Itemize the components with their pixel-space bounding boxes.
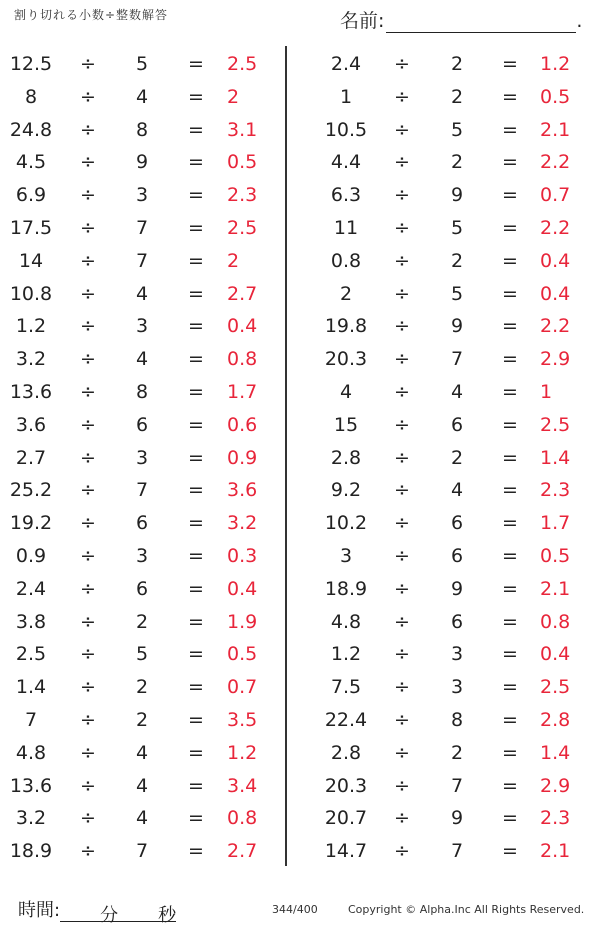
division-sign: ÷ (394, 184, 410, 207)
right-problem-row (0, 146, 600, 179)
division-sign: ÷ (394, 53, 410, 75)
divisor: 7 (135, 479, 149, 502)
division-sign: ÷ (394, 151, 410, 174)
division-sign: ÷ (80, 774, 96, 797)
answer: 2.9 (540, 348, 571, 371)
answer: 2.3 (540, 479, 571, 502)
divisor: 2 (450, 249, 464, 272)
right-problem-row (0, 179, 600, 212)
divisor: 2 (450, 741, 464, 764)
answer: 1.4 (540, 446, 571, 469)
equals-sign: = (188, 741, 204, 764)
division-sign: ÷ (80, 709, 96, 731)
dividend: 14 (18, 249, 44, 272)
divisor: 8 (135, 381, 149, 403)
equals-sign: = (502, 577, 518, 600)
divisor: 2 (135, 676, 149, 699)
division-sign: ÷ (80, 807, 96, 830)
dividend: 13.6 (9, 774, 53, 797)
equals-sign: = (188, 217, 204, 239)
equals-sign: = (502, 348, 518, 371)
name-period: . (576, 10, 583, 32)
dividend: 3.6 (15, 413, 47, 436)
answer: 0.4 (540, 643, 571, 666)
divisor: 6 (450, 413, 464, 436)
answer: 0.4 (540, 249, 571, 272)
answer: 0.8 (227, 807, 258, 830)
right-problem-row (0, 737, 600, 770)
dividend: 7.5 (330, 676, 362, 699)
answer: 0.4 (227, 315, 258, 338)
right-problem-row (0, 81, 600, 114)
equals-sign: = (502, 807, 518, 830)
equals-sign: = (502, 381, 518, 403)
answer: 2.3 (540, 807, 571, 830)
dividend: 1.2 (15, 315, 47, 338)
equals-sign: = (188, 774, 204, 797)
dividend: 25.2 (9, 479, 53, 502)
equals-sign: = (502, 512, 518, 535)
divisor: 4 (135, 348, 149, 371)
divisor: 4 (450, 381, 464, 403)
division-sign: ÷ (80, 643, 96, 666)
dividend: 1.2 (330, 643, 362, 666)
equals-sign: = (502, 840, 518, 863)
divisor: 4 (135, 282, 149, 305)
division-sign: ÷ (80, 741, 96, 764)
dividend: 20.3 (324, 774, 368, 797)
dividend: 3.2 (15, 348, 47, 371)
division-sign: ÷ (394, 282, 410, 305)
answer: 0.7 (540, 184, 571, 207)
equals-sign: = (188, 85, 204, 108)
equals-sign: = (502, 643, 518, 666)
right-problem-row (0, 507, 600, 540)
equals-sign: = (502, 709, 518, 731)
name-label: 名前: (340, 10, 385, 32)
division-sign: ÷ (394, 741, 410, 764)
division-sign: ÷ (80, 118, 96, 141)
dividend: 17.5 (9, 217, 53, 239)
divisor: 5 (450, 217, 464, 239)
division-sign: ÷ (80, 85, 96, 108)
answer: 0.6 (227, 413, 258, 436)
division-sign: ÷ (394, 446, 410, 469)
equals-sign: = (502, 184, 518, 207)
dividend: 10.8 (9, 282, 53, 305)
dividend: 24.8 (9, 118, 53, 141)
right-problem-row (0, 573, 600, 606)
right-problem-row (0, 835, 600, 868)
equals-sign: = (502, 774, 518, 797)
dividend: 20.3 (324, 348, 368, 371)
answer: 1.2 (540, 53, 571, 75)
dividend: 9.2 (330, 479, 362, 502)
answer: 2.5 (227, 217, 258, 239)
answer: 3.4 (227, 774, 258, 797)
divisor: 4 (135, 741, 149, 764)
divisor: 9 (135, 151, 149, 174)
equals-sign: = (188, 643, 204, 666)
divisor: 2 (135, 610, 149, 633)
answer: 0.7 (227, 676, 258, 699)
divisor: 2 (450, 446, 464, 469)
equals-sign: = (188, 282, 204, 305)
dividend: 12.5 (9, 53, 53, 75)
equals-sign: = (188, 53, 204, 75)
right-problem-row (0, 212, 600, 245)
divisor: 6 (450, 545, 464, 567)
answer: 0.4 (227, 577, 258, 600)
answer: 0.5 (227, 643, 258, 666)
division-sign: ÷ (80, 446, 96, 469)
answer: 1.7 (540, 512, 571, 535)
right-problem-row (0, 474, 600, 507)
divisor: 2 (450, 53, 464, 75)
right-problem-row (0, 48, 600, 81)
division-sign: ÷ (80, 217, 96, 239)
divisor: 4 (135, 85, 149, 108)
equals-sign: = (188, 545, 204, 567)
equals-sign: = (188, 807, 204, 830)
dividend: 1.4 (15, 676, 47, 699)
equals-sign: = (502, 151, 518, 174)
dividend: 1 (339, 85, 353, 108)
division-sign: ÷ (80, 315, 96, 338)
divisor: 3 (135, 184, 149, 207)
dividend: 4.5 (15, 151, 47, 174)
division-sign: ÷ (80, 53, 96, 75)
divisor: 2 (135, 709, 149, 731)
equals-sign: = (502, 479, 518, 502)
answer: 2.5 (540, 413, 571, 436)
answer: 2.1 (540, 577, 571, 600)
divisor: 7 (135, 217, 149, 239)
right-problem-row (0, 376, 600, 409)
right-problem-row (0, 704, 600, 737)
right-problem-row (0, 442, 600, 475)
equals-sign: = (188, 512, 204, 535)
division-sign: ÷ (394, 249, 410, 272)
answer: 2.5 (227, 53, 258, 75)
divisor: 6 (135, 577, 149, 600)
divisor: 4 (135, 807, 149, 830)
answer: 0.5 (540, 545, 571, 567)
dividend: 4 (339, 381, 353, 403)
division-sign: ÷ (394, 676, 410, 699)
division-sign: ÷ (80, 512, 96, 535)
division-sign: ÷ (394, 545, 410, 567)
division-sign: ÷ (394, 85, 410, 108)
division-sign: ÷ (80, 151, 96, 174)
divisor: 3 (450, 676, 464, 699)
answer: 2.7 (227, 840, 258, 863)
answer: 1.9 (227, 610, 258, 633)
dividend: 19.8 (324, 315, 368, 338)
equals-sign: = (502, 118, 518, 141)
equals-sign: = (502, 249, 518, 272)
division-sign: ÷ (394, 577, 410, 600)
dividend: 14.7 (324, 840, 368, 863)
answer: 1.7 (227, 381, 258, 403)
dividend: 22.4 (324, 709, 368, 731)
dividend: 4.4 (330, 151, 362, 174)
divisor: 2 (450, 151, 464, 174)
answer: 0.8 (540, 610, 571, 633)
divisor: 9 (450, 315, 464, 338)
right-problem-row (0, 343, 600, 376)
equals-sign: = (188, 446, 204, 469)
answer: 2.1 (540, 840, 571, 863)
right-problem-row (0, 540, 600, 573)
divisor: 5 (135, 53, 149, 75)
dividend: 10.5 (324, 118, 368, 141)
divisor: 6 (450, 610, 464, 633)
divisor: 2 (450, 85, 464, 108)
division-sign: ÷ (394, 840, 410, 863)
division-sign: ÷ (80, 545, 96, 567)
division-sign: ÷ (80, 840, 96, 863)
equals-sign: = (502, 315, 518, 338)
answer: 0.4 (540, 282, 571, 305)
divisor: 7 (450, 840, 464, 863)
divisor: 5 (450, 282, 464, 305)
divisor: 3 (135, 545, 149, 567)
dividend: 0.8 (330, 249, 362, 272)
equals-sign: = (502, 676, 518, 699)
answer: 3.1 (227, 118, 258, 141)
dividend: 0.9 (15, 545, 47, 567)
dividend: 2.8 (330, 741, 362, 764)
divisor: 6 (135, 413, 149, 436)
dividend: 2 (339, 282, 353, 305)
division-sign: ÷ (394, 610, 410, 633)
divisor: 7 (450, 774, 464, 797)
division-sign: ÷ (394, 118, 410, 141)
equals-sign: = (188, 381, 204, 403)
division-sign: ÷ (394, 217, 410, 239)
dividend: 2.4 (330, 53, 362, 75)
equals-sign: = (188, 577, 204, 600)
right-problem-row (0, 606, 600, 639)
minutes-blank[interactable] (60, 901, 100, 922)
right-problem-row (0, 802, 600, 835)
divisor: 4 (450, 479, 464, 502)
division-sign: ÷ (80, 577, 96, 600)
name-field (340, 6, 582, 33)
division-sign: ÷ (394, 479, 410, 502)
equals-sign: = (502, 53, 518, 75)
divisor: 8 (450, 709, 464, 731)
equals-sign: = (188, 151, 204, 174)
equals-sign: = (188, 676, 204, 699)
answer: 0.9 (227, 446, 258, 469)
answer: 2.2 (540, 217, 571, 239)
division-sign: ÷ (80, 413, 96, 436)
equals-sign: = (502, 85, 518, 108)
answer: 2.9 (540, 774, 571, 797)
answer: 2.2 (540, 315, 571, 338)
division-sign: ÷ (80, 282, 96, 305)
divisor: 7 (450, 348, 464, 371)
dividend: 11 (333, 217, 359, 239)
right-problem-row (0, 310, 600, 343)
answer: 0.8 (227, 348, 258, 371)
dividend: 3.8 (15, 610, 47, 633)
dividend: 10.2 (324, 512, 368, 535)
divisor: 4 (135, 774, 149, 797)
minutes-label: 分 (100, 901, 118, 922)
copyright-notice: Copyright © Alpha.Inc All Rights Reserved. (348, 903, 585, 916)
equals-sign: = (188, 184, 204, 207)
dividend: 4.8 (15, 741, 47, 764)
dividend: 6.9 (15, 184, 47, 207)
page-number: 344/400 (272, 903, 318, 916)
division-sign: ÷ (80, 610, 96, 633)
seconds-blank[interactable] (118, 901, 158, 922)
equals-sign: = (188, 479, 204, 502)
dividend: 8 (24, 85, 38, 108)
answer: 2.2 (540, 151, 571, 174)
equals-sign: = (502, 217, 518, 239)
equals-sign: = (188, 413, 204, 436)
worksheet-title: 割り切れる小数÷整数解答 (14, 8, 169, 22)
answer: 3.5 (227, 709, 258, 731)
dividend: 13.6 (9, 381, 53, 403)
answer: 0.3 (227, 545, 258, 567)
divisor: 5 (135, 643, 149, 666)
equals-sign: = (188, 840, 204, 863)
division-sign: ÷ (80, 479, 96, 502)
answer: 2.1 (540, 118, 571, 141)
right-problem-row (0, 638, 600, 671)
division-sign: ÷ (80, 676, 96, 699)
right-problem-row (0, 409, 600, 442)
divisor: 3 (135, 446, 149, 469)
seconds-label: 秒 (158, 901, 176, 922)
equals-sign: = (502, 545, 518, 567)
division-sign: ÷ (394, 512, 410, 535)
dividend: 19.2 (9, 512, 53, 535)
answer: 3.2 (227, 512, 258, 535)
dividend: 3.2 (15, 807, 47, 830)
equals-sign: = (188, 315, 204, 338)
dividend: 2.4 (15, 577, 47, 600)
divisor: 3 (450, 643, 464, 666)
dividend: 3 (339, 545, 353, 567)
answer: 1.2 (227, 741, 258, 764)
equals-sign: = (502, 282, 518, 305)
dividend: 2.7 (15, 446, 47, 469)
right-problem-row (0, 278, 600, 311)
right-problem-row (0, 770, 600, 803)
division-sign: ÷ (394, 413, 410, 436)
answer: 2.3 (227, 184, 258, 207)
equals-sign: = (502, 446, 518, 469)
equals-sign: = (188, 249, 204, 272)
divisor: 9 (450, 577, 464, 600)
divisor: 3 (135, 315, 149, 338)
equals-sign: = (502, 610, 518, 633)
divisor: 6 (135, 512, 149, 535)
answer: 1.4 (540, 741, 571, 764)
divisor: 9 (450, 184, 464, 207)
divisor: 8 (135, 118, 149, 141)
answer: 2.8 (540, 709, 571, 731)
dividend: 20.7 (324, 807, 368, 830)
dividend: 7 (24, 709, 38, 731)
right-problem-row (0, 114, 600, 147)
answer: 2.7 (227, 282, 258, 305)
division-sign: ÷ (394, 774, 410, 797)
equals-sign: = (188, 709, 204, 731)
dividend: 18.9 (9, 840, 53, 863)
time-label: 時間: (18, 900, 61, 921)
equals-sign: = (502, 741, 518, 764)
equals-sign: = (502, 413, 518, 436)
division-sign: ÷ (394, 709, 410, 731)
equals-sign: = (188, 118, 204, 141)
equals-sign: = (188, 610, 204, 633)
divisor: 9 (450, 807, 464, 830)
divisor: 6 (450, 512, 464, 535)
division-sign: ÷ (80, 249, 96, 272)
divisor: 7 (135, 840, 149, 863)
dividend: 2.5 (15, 643, 47, 666)
answer: 2 (227, 249, 240, 272)
answer: 0.5 (540, 85, 571, 108)
division-sign: ÷ (394, 807, 410, 830)
dividend: 15 (333, 413, 359, 436)
division-sign: ÷ (80, 381, 96, 403)
dividend: 18.9 (324, 577, 368, 600)
name-blank-line[interactable] (386, 12, 576, 33)
equals-sign: = (188, 348, 204, 371)
division-sign: ÷ (80, 348, 96, 371)
answer: 2 (227, 85, 240, 108)
division-sign: ÷ (394, 381, 410, 403)
answer: 1 (540, 381, 553, 403)
answer: 0.5 (227, 151, 258, 174)
division-sign: ÷ (394, 348, 410, 371)
dividend: 6.3 (330, 184, 362, 207)
dividend: 4.8 (330, 610, 362, 633)
divisor: 7 (135, 249, 149, 272)
divisor: 5 (450, 118, 464, 141)
answer: 3.6 (227, 479, 258, 502)
time-field (18, 896, 177, 926)
right-problem-row (0, 671, 600, 704)
division-sign: ÷ (394, 315, 410, 338)
dividend: 2.8 (330, 446, 362, 469)
answer: 2.5 (540, 676, 571, 699)
division-sign: ÷ (80, 184, 96, 207)
right-problem-row (0, 245, 600, 278)
division-sign: ÷ (394, 643, 410, 666)
